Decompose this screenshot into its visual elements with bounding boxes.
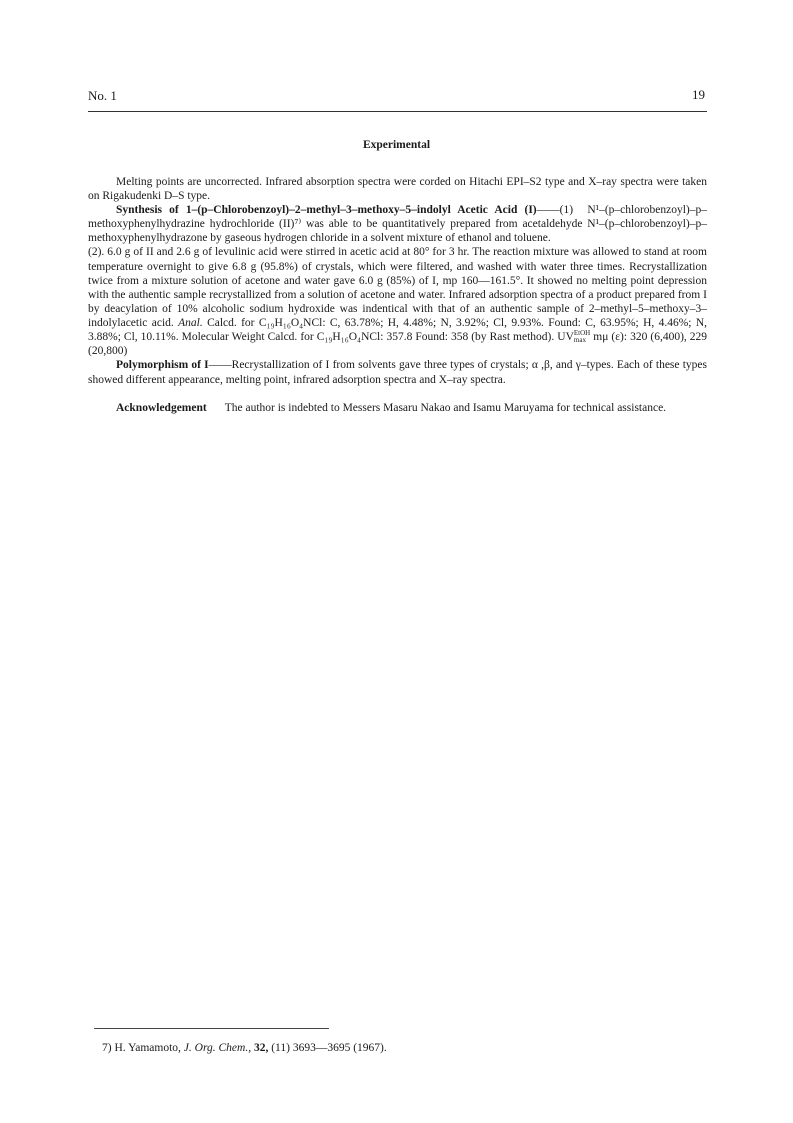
footnote-authors: H. Yamamoto, — [114, 1042, 181, 1054]
paragraph-methods: Melting points are uncorrected. Infrared absorption spectra were corded on Hitachi EPI–S2 type and X–ray spectra were taken on Rigakudenki D–S type. — [88, 176, 707, 203]
footnote-journal: J. Org. Chem., — [183, 1042, 252, 1054]
polymorphism-text: ——Recrystallization of I from solvents gave three types of crystals; α ,β, and γ–types. Each of these types showed different appearance, melting point, infrared adsorption spectra and X–ray spectra. — [88, 359, 707, 386]
experimental-body — [88, 175, 707, 415]
polymorphism-heading: Polymorphism of I — [116, 359, 209, 372]
header-rule — [88, 111, 707, 112]
uv-values: mμ (ε): 320 (6,400), 229 (20,800) — [88, 331, 708, 358]
uv-solvent: EtOH — [573, 329, 591, 338]
synthesis-step-marker: ——(1) — [536, 204, 574, 217]
journal-number: No. 1 — [88, 88, 117, 103]
acknowledgement-text: The author is indebted to Messers Masaru Nakao and Isamu Maruyama for technical assistance. — [224, 401, 667, 414]
footnote-number: 7) — [102, 1042, 112, 1054]
section-title: Experimental — [362, 139, 431, 151]
synthesis-step1-text: N¹–(p–chlorobenzoyl)–p–methoxyphenylhydrazine hydrochloride (II)⁷⁾ was able to be quantitatively prepared from acetaldehyde N¹–(p–chlorobenzoyl)–p–methoxyphenylhydrazone by gaseous hydrogen chloride in a solvent mixture of ethanol and toluene. — [88, 204, 708, 245]
acknowledgement-heading: Acknowledgement — [116, 401, 207, 414]
uv-max: max — [573, 336, 586, 345]
analysis-text: Calcd. for C₁₉H₁₆O₄NCl: C, 63.78%; H, 4.48%; N, 3.92%; Cl, 9.93%. Found: C, 63.95%; H, 4.46%; N, 3.88%; Cl, 10.11%. Molecular Weight Calcd. for C₁₉H₁₆O₄NCl: 357.8 Found: 358 (by Rast method). — [88, 316, 708, 344]
footnote-volume: 32, — [253, 1042, 269, 1054]
footnote-pages: (11) 3693—3695 (1967). — [271, 1042, 387, 1054]
paragraph-polymorphism — [88, 358, 707, 386]
paragraph-synthesis — [88, 203, 707, 245]
anal-label: Anal. — [178, 316, 203, 329]
footnote-reference — [102, 1042, 387, 1054]
paragraph-step2 — [88, 245, 707, 358]
page-number: 19 — [692, 87, 705, 102]
footnote-rule — [94, 1028, 329, 1029]
uv-label: UV EtOH max — [557, 329, 591, 345]
paragraph-acknowledgement — [88, 401, 707, 415]
step2-text: (2). 6.0 g of II and 2.6 g of levulinic acid were stirred in acetic acid at 80° for 3 hr. The reaction mixture was allowed to stand at room temperature overnight to give 6.8 g (95.8%) of crystals, which were filtered, and washed with water three times. Recrystallization twice from a mixture solution of acetone and water gave 6.0 g (85%) of I, mp 160—161.5°. It showed no melting point depression with the authentic sample recrystallized from a solution of acetone and water. Infrared adsorption spectra of a product prepared from I by deacylation of 10% alcoholic sodium hydroxide was indentical with that of an authentic sample of 2–methyl–5–methoxy–3–indolylacetic acid. — [88, 246, 707, 329]
synthesis-heading: Synthesis of 1–(p–Chlorobenzoyl)–2–methyl–3–methoxy–5–indolyl Acetic Acid (I) — [116, 204, 537, 217]
